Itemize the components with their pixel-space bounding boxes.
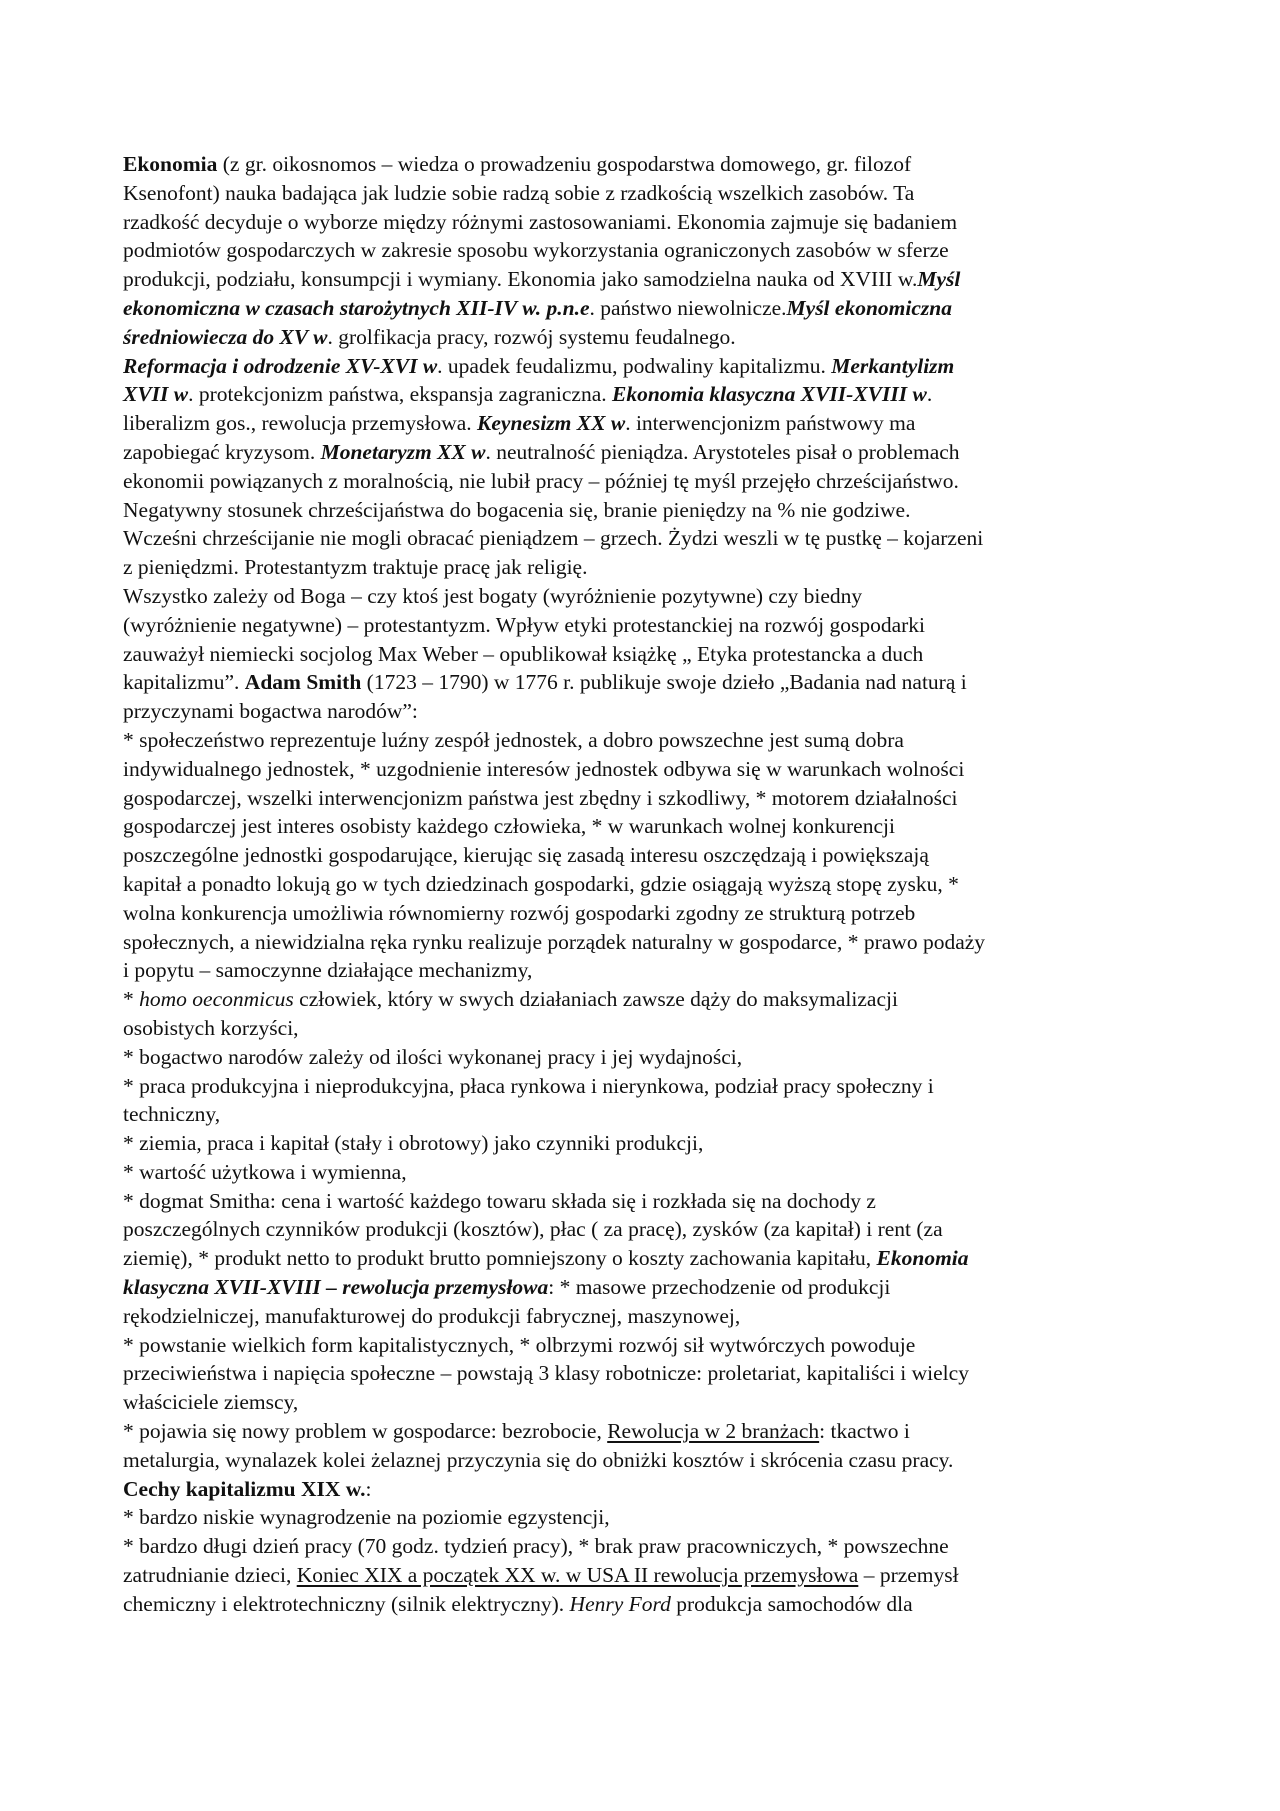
text-run: właściciele ziemscy,	[123, 1390, 299, 1415]
text-line	[123, 1072, 1163, 1101]
text-line	[123, 1215, 1163, 1244]
text-run: poszczególnych czynników produkcji (kosztów), płac ( za pracę), zysków (za kapitał) i rent (za	[123, 1217, 943, 1242]
text-run: (1723 – 1790) w 1776 r. publikuje swoje dzieło „Badania nad naturą i	[361, 670, 967, 695]
text-run: * bardzo długi dzień pracy (70 godz. tydzień pracy), * brak praw pracowniczych, * powszechne	[123, 1534, 949, 1559]
text-run: zauważył niemiecki socjolog Max Weber – opublikował książkę „ Etyka protestancka a duch	[123, 641, 924, 666]
text-run: produkcja samochodów dla	[670, 1591, 913, 1616]
text-run: przeciwieństwa i napięcia społeczne – powstają 3 klasy robotnicze: proletariat, kapitaliści i wielcy	[123, 1361, 969, 1386]
text-line	[123, 1561, 1163, 1590]
text-line	[123, 1590, 1163, 1619]
text-line	[123, 812, 1163, 841]
text-line	[123, 870, 1163, 899]
text-line	[123, 1475, 1163, 1504]
text-run: : tkactwo i	[819, 1419, 910, 1444]
text-run: – przemysł	[858, 1563, 959, 1588]
text-line	[123, 524, 1163, 553]
text-run: rzadkość decyduje o wyborze między różnymi zastosowaniami. Ekonomia zajmuje się badaniem	[123, 209, 958, 234]
text-run: . interwencjonizm państwowy ma	[625, 411, 916, 436]
document-body	[123, 150, 1163, 1619]
text-line	[123, 409, 1163, 438]
text-run: poszczególne jednostki gospodarujące, kierując się zasadą interesu oszczędzają i powiększają	[123, 843, 929, 868]
text-line	[123, 1446, 1163, 1475]
text-run: rękodzielniczej, manufakturowej do produkcji fabrycznej, maszynowej,	[123, 1303, 741, 1328]
text-run: (wyróżnienie negatywne) – protestantyzm. Wpływ etyki protestanckiej na rozwój gospodarki	[123, 612, 926, 637]
text-run: człowiek, który w swych działaniach zawsze dąży do maksymalizacji	[293, 987, 898, 1012]
text-line	[123, 1014, 1163, 1043]
emphasis-run: Rewolucja w 2 branżach	[607, 1419, 820, 1444]
text-line	[123, 1417, 1163, 1446]
text-run: gospodarczej, wszelki interwencjonizm państwa jest zbędny i szkodliwy, * motorem działalności	[123, 785, 958, 810]
text-run: kapitalizmu”.	[123, 670, 245, 695]
text-run: zapobiegać kryzysom.	[123, 439, 321, 464]
emphasis-run: Keynesizm XX w	[477, 411, 626, 436]
text-line	[123, 611, 1163, 640]
text-run: . państwo niewolnicze.	[589, 295, 787, 320]
text-line	[123, 496, 1163, 525]
text-run: Wszystko zależy od Boga – czy ktoś jest bogaty (wyróżnienie pozytywne) czy biedny	[123, 583, 863, 608]
text-run: podmiotów gospodarczych w zakresie sposobu wykorzystania ograniczonych zasobów w sferze	[123, 238, 949, 263]
text-line	[123, 956, 1163, 985]
text-run: ekonomii powiązanych z moralnością, nie lubił pracy – później tę myśl przejęło chrześcijaństwo.	[123, 468, 959, 493]
text-run: * pojawia się nowy problem w gospodarce: bezrobocie,	[123, 1419, 608, 1444]
text-run: społecznych, a niewidzialna ręka rynku realizuje porządek naturalny w gospodarce, * prawo podaży	[123, 929, 986, 954]
text-run: indywidualnego jednostek, * uzgodnienie interesów jednostek odbywa się w warunkach wolności	[123, 756, 965, 781]
emphasis-run: Merkantylizm	[831, 353, 955, 378]
emphasis-run: Ekonomia klasyczna XVII-XVIII w	[612, 382, 927, 407]
text-run: przyczynami bogactwa narodów”:	[123, 699, 418, 724]
text-line	[123, 352, 1163, 381]
text-run: gospodarczej jest interes osobisty każdego człowieka, * w warunkach wolnej konkurencji	[123, 814, 895, 839]
text-line	[123, 841, 1163, 870]
text-line	[123, 294, 1163, 323]
text-line	[123, 1331, 1163, 1360]
text-line	[123, 438, 1163, 467]
text-line	[123, 784, 1163, 813]
text-run: Wcześni chrześcijanie nie mogli obracać pieniądzem – grzech. Żydzi weszli w tę pustkę – kojarzeni	[123, 526, 984, 551]
text-line	[123, 1100, 1163, 1129]
text-run: :	[365, 1476, 372, 1501]
emphasis-run: Cechy kapitalizmu XIX w.	[123, 1476, 366, 1501]
text-line	[123, 467, 1163, 496]
text-run: * praca produkcyjna i nieprodukcyjna, płaca rynkowa i nierynkowa, podział pracy społeczny i	[123, 1073, 934, 1098]
text-run: chemiczny i elektrotechniczny (silnik elektryczny).	[123, 1591, 570, 1616]
emphasis-run: ekonomiczna w czasach starożytnych XII-IV w. p.n.e	[123, 295, 590, 320]
text-line	[123, 380, 1163, 409]
text-run: *	[123, 987, 140, 1012]
emphasis-run: Koniec XIX a początek XX w. w USA II rewolucja przemysłowa	[296, 1563, 859, 1588]
text-line	[123, 1503, 1163, 1532]
emphasis-run: Monetaryzm XX w	[320, 439, 486, 464]
text-run: (z gr. oikosnomos – wiedza o prowadzeniu gospodarstwa domowego, gr. filozof	[217, 152, 912, 176]
text-line	[123, 1273, 1163, 1302]
text-run: ziemię), * produkt netto to produkt brutto pomniejszony o koszty zachowania kapitału,	[123, 1246, 877, 1271]
text-run: * powstanie wielkich form kapitalistycznych, * olbrzymi rozwój sił wytwórczych powoduje	[123, 1332, 916, 1357]
text-line	[123, 928, 1163, 957]
text-line	[123, 668, 1163, 697]
text-run: : * masowe przechodzenie od produkcji	[548, 1275, 891, 1300]
text-line	[123, 1244, 1163, 1273]
text-line	[123, 236, 1163, 265]
emphasis-run: Myśl	[917, 267, 961, 292]
text-line	[123, 1187, 1163, 1216]
text-run: . grolfikacja pracy, rozwój systemu feudalnego.	[327, 324, 736, 349]
text-run: metalurgia, wynalazek kolei żelaznej przyczynia się do obniżki kosztów i skrócenia czasu pracy.	[123, 1447, 954, 1472]
text-line	[123, 1302, 1163, 1331]
emphasis-run: Reformacja i odrodzenie XV-XVI w	[123, 353, 438, 378]
text-line	[123, 1359, 1163, 1388]
text-line	[123, 1532, 1163, 1561]
text-run: * społeczeństwo reprezentuje luźny zespół jednostek, a dobro powszechne jest sumą dobra	[123, 727, 904, 752]
emphasis-run: homo oeconmicus	[139, 987, 294, 1012]
text-line	[123, 985, 1163, 1014]
text-run: * bardzo niskie wynagrodzenie na poziomie egzystencji,	[123, 1505, 610, 1530]
text-run: produkcji, podziału, konsumpcji i wymiany. Ekonomia jako samodzielna nauka od XVIII w.	[123, 267, 918, 292]
text-run: * bogactwo narodów zależy od ilości wykonanej pracy i jej wydajności,	[123, 1044, 743, 1069]
emphasis-run: klasyczna XVII-XVIII – rewolucja przemysłowa	[123, 1275, 549, 1300]
emphasis-run: XVII w	[123, 382, 189, 407]
text-run: Ksenofont) nauka badająca jak ludzie sobie radzą sobie z rzadkością wszelkich zasobów. Ta	[123, 180, 915, 205]
text-line	[123, 582, 1163, 611]
text-line	[123, 150, 1163, 179]
text-line	[123, 1388, 1163, 1417]
text-line	[123, 899, 1163, 928]
text-line	[123, 553, 1163, 582]
text-line	[123, 1043, 1163, 1072]
emphasis-run: Adam Smith	[244, 670, 362, 695]
text-line	[123, 697, 1163, 726]
emphasis-run: Ekonomia	[123, 152, 218, 176]
text-run: . neutralność pieniądza. Arystoteles pisał o problemach	[485, 439, 960, 464]
text-run: Negatywny stosunek chrześcijaństwa do bogacenia się, branie pieniędzy na % nie godziwe.	[123, 497, 911, 522]
text-run: liberalizm gos., rewolucja przemysłowa.	[123, 411, 478, 436]
text-line	[123, 208, 1163, 237]
text-run: . upadek feudalizmu, podwaliny kapitalizmu.	[437, 353, 832, 378]
text-run: * ziemia, praca i kapitał (stały i obrotowy) jako czynniki produkcji,	[123, 1131, 704, 1156]
emphasis-run: Myśl ekonomiczna	[786, 295, 952, 320]
text-run: techniczny,	[123, 1102, 221, 1127]
text-run: kapitał a ponadto lokują go w tych dziedzinach gospodarki, gdzie osiągają wyższą stopę zysku, *	[123, 871, 959, 896]
text-run: * wartość użytkowa i wymienna,	[123, 1159, 407, 1184]
text-line	[123, 1158, 1163, 1187]
text-line	[123, 323, 1163, 352]
text-line	[123, 1129, 1163, 1158]
text-run: zatrudnianie dzieci,	[123, 1563, 297, 1588]
text-line	[123, 640, 1163, 669]
text-line	[123, 265, 1163, 294]
text-run: z pieniędzmi. Protestantyzm traktuje pracę jak religię.	[123, 555, 588, 580]
emphasis-run: Ekonomia	[876, 1246, 969, 1271]
text-run: . protekcjonizm państwa, ekspansja zagraniczna.	[188, 382, 612, 407]
text-line	[123, 755, 1163, 784]
text-run: wolna konkurencja umożliwia równomierny rozwój gospodarki zgodny ze strukturą potrzeb	[123, 900, 916, 925]
emphasis-run: średniowiecza do XV w	[123, 324, 328, 349]
text-run: * dogmat Smitha: cena i wartość każdego towaru składa się i rozkłada się na dochody z	[123, 1188, 876, 1213]
text-line	[123, 179, 1163, 208]
text-run: i popytu – samoczynne działające mechanizmy,	[123, 958, 533, 983]
emphasis-run: Henry Ford	[569, 1591, 671, 1616]
text-run: .	[926, 382, 933, 407]
text-run: osobistych korzyści,	[123, 1015, 299, 1040]
text-line	[123, 726, 1163, 755]
